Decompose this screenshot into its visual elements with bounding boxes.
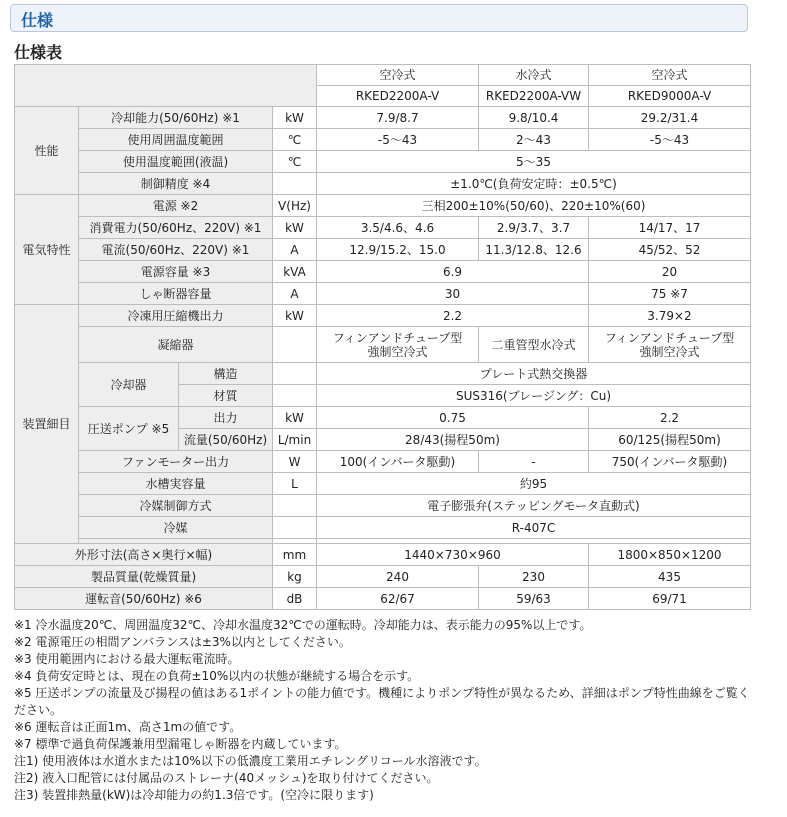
section-title: 仕様: [21, 11, 54, 30]
table-row: [15, 407, 751, 429]
value-cell: 6.9: [317, 261, 589, 283]
value-cell: 二重管型水冷式: [479, 327, 589, 363]
value-cell: [589, 327, 751, 363]
value-cell: 2.9/3.7、3.7: [479, 217, 589, 239]
row-label: 電源容量 ※3: [79, 261, 273, 283]
table-row: [15, 129, 751, 151]
unit-cell: W: [273, 451, 317, 473]
row-label: 冷凍用圧縮機出力: [79, 305, 273, 327]
value-cell: 750(インバータ駆動): [589, 451, 751, 473]
table-row: [15, 495, 751, 517]
table-row: [15, 151, 751, 173]
row-label: 冷媒制御方式: [79, 495, 273, 517]
note-item: 注1) 使用液体は水道水または10%以下の低濃度工業用エチレングリコール水溶液です。: [14, 754, 487, 768]
value-cell: 0.75: [317, 407, 589, 429]
value-cell: 435: [589, 566, 751, 588]
sub-label: 流量(50/60Hz): [179, 429, 273, 451]
table-row: [15, 107, 751, 129]
table-row: [15, 544, 751, 566]
value-cell: 1800×850×1200: [589, 544, 751, 566]
table-row: [15, 363, 751, 385]
row-label: 制御精度 ※4: [79, 173, 273, 195]
unit-cell: [273, 327, 317, 363]
condenser-line: フィンアンドチューブ型: [332, 330, 463, 345]
sub-label: 出力: [179, 407, 273, 429]
table-row: [15, 473, 751, 495]
value-cell: 14/17、17: [589, 217, 751, 239]
type-header: 水冷式: [479, 65, 589, 86]
value-cell: -: [479, 451, 589, 473]
note-item: ※1 冷水温度20℃、周囲温度32℃、冷却水温度32℃での運転時。冷却能力は、表示能力の95%以上です。: [14, 618, 592, 632]
value-cell: -5～43: [317, 129, 479, 151]
unit-cell: kW: [273, 407, 317, 429]
row-label: 電源 ※2: [79, 195, 273, 217]
row-label: 凝縮器: [79, 327, 273, 363]
model-header: RKED2200A-V: [317, 86, 479, 107]
value-cell: 29.2/31.4: [589, 107, 751, 129]
row-label: 運転音(50/60Hz) ※6: [15, 588, 273, 610]
model-header: RKED2200A-VW: [479, 86, 589, 107]
section-header: [10, 4, 748, 32]
unit-cell: mm: [273, 544, 317, 566]
unit-cell: kW: [273, 107, 317, 129]
note-item: 注3) 装置排熱量(kW)は冷却能力の約1.3倍です。(空冷に限ります): [14, 788, 374, 802]
notes: [14, 617, 750, 804]
table-row: [15, 305, 751, 327]
unit-cell: A: [273, 239, 317, 261]
note-item: ※2 電源電圧の相間アンバランスは±3%以内としてください。: [14, 635, 351, 649]
value-cell: 12.9/15.2、15.0: [317, 239, 479, 261]
value-cell: 5～35: [317, 151, 751, 173]
row-label: 冷却能力(50/60Hz) ※1: [79, 107, 273, 129]
value-cell: 30: [317, 283, 589, 305]
unit-cell: L/min: [273, 429, 317, 451]
condenser-line: 強制空冷式: [367, 344, 428, 359]
value-cell: 69/71: [589, 588, 751, 610]
unit-cell: kVA: [273, 261, 317, 283]
value-cell: 電子膨張弁(ステッピングモータ直動式): [317, 495, 751, 517]
unit-cell: ℃: [273, 129, 317, 151]
row-label: ファンモーター出力: [79, 451, 273, 473]
value-cell: 3.5/4.6、4.6: [317, 217, 479, 239]
value-cell: 3.79×2: [589, 305, 751, 327]
unit-cell: ℃: [273, 151, 317, 173]
value-cell: 約95: [317, 473, 751, 495]
condenser-line: 強制空冷式: [639, 344, 700, 359]
value-cell: 9.8/10.4: [479, 107, 589, 129]
value-cell: 240: [317, 566, 479, 588]
value-cell: 62/67: [317, 588, 479, 610]
unit-cell: dB: [273, 588, 317, 610]
row-label: 外形寸法(高さ×奥行×幅): [15, 544, 273, 566]
note-item: ※3 使用範囲内における最大運転電流時。: [14, 652, 240, 666]
table-row: [15, 451, 751, 473]
value-cell: 2.2: [317, 305, 589, 327]
unit-cell: kg: [273, 566, 317, 588]
value-cell: [317, 327, 479, 363]
value-cell: -5～43: [589, 129, 751, 151]
value-cell: 45/52、52: [589, 239, 751, 261]
table-row: [15, 261, 751, 283]
spec-table-title: 仕様表: [14, 43, 63, 62]
row-label: 水槽実容量: [79, 473, 273, 495]
value-cell: 60/125(揚程50m): [589, 429, 751, 451]
table-row: [15, 65, 751, 86]
note-item: ※4 負荷安定時とは、現在の負荷±10%以内の状態が継続する場合を示す。: [14, 669, 420, 683]
unit-cell: A: [273, 283, 317, 305]
unit-cell: V(Hz): [273, 195, 317, 217]
condenser-line: フィンアンドチューブ型: [604, 330, 735, 345]
unit-cell: [273, 363, 317, 385]
note-item: ※5 圧送ポンプの流量及び揚程の値はある1ポイントの能力値です。機種によりポンプ特性が異なるため、詳細はポンプ特性曲線をご覧ください。: [14, 686, 750, 717]
table-row: [15, 239, 751, 261]
value-cell: 7.9/8.7: [317, 107, 479, 129]
unit-cell: L: [273, 473, 317, 495]
row-label: 製品質量(乾燥質量): [15, 566, 273, 588]
group-label-device: 装置細目: [15, 305, 79, 544]
note-item: ※7 標準で過負荷保護兼用型漏電しゃ断器を内蔵しています。: [14, 737, 347, 751]
value-cell: 1440×730×960: [317, 544, 589, 566]
row-label: しゃ断器容量: [79, 283, 273, 305]
group-label-performance: 性能: [15, 107, 79, 195]
unit-cell: [273, 517, 317, 539]
sub-label: 材質: [179, 385, 273, 407]
row-label: 電流(50/60Hz、220V) ※1: [79, 239, 273, 261]
header-blank-cell: [15, 65, 317, 107]
note-item: ※6 運転音は正面1m、高さ1mの値です。: [14, 720, 242, 734]
unit-cell: kW: [273, 217, 317, 239]
table-row: [15, 283, 751, 305]
table-row: [15, 566, 751, 588]
row-label: 使用温度範囲(液温): [79, 151, 273, 173]
value-cell: 2～43: [479, 129, 589, 151]
note-item: 注2) 液入口配管には付属品のストレーナ(40メッシュ)を取り付けてください。: [14, 771, 439, 785]
value-cell: 100(インバータ駆動): [317, 451, 479, 473]
unit-cell: [273, 495, 317, 517]
spec-table: [14, 64, 751, 610]
model-header: RKED9000A-V: [589, 86, 751, 107]
table-row: [15, 588, 751, 610]
value-cell: 三相200±10%(50/60)、220±10%(60): [317, 195, 751, 217]
table-row: [15, 195, 751, 217]
value-cell: 230: [479, 566, 589, 588]
row-label: 消費電力(50/60Hz、220V) ※1: [79, 217, 273, 239]
unit-cell: kW: [273, 305, 317, 327]
value-cell: プレート式熱交換器: [317, 363, 751, 385]
row-label-pump: 圧送ポンプ ※5: [79, 407, 179, 451]
value-cell: 2.2: [589, 407, 751, 429]
unit-cell: [273, 385, 317, 407]
table-row: [15, 327, 751, 363]
value-cell: ±1.0℃(負荷安定時：±0.5℃): [317, 173, 751, 195]
value-cell: 11.3/12.8、12.6: [479, 239, 589, 261]
row-label: 冷媒: [79, 517, 273, 539]
value-cell: 59/63: [479, 588, 589, 610]
value-cell: R-407C: [317, 517, 751, 539]
value-cell: 75 ※7: [589, 283, 751, 305]
value-cell: 28/43(揚程50m): [317, 429, 589, 451]
type-header: 空冷式: [317, 65, 479, 86]
table-row: [15, 173, 751, 195]
row-label: 使用周囲温度範囲: [79, 129, 273, 151]
row-label-cooler: 冷却器: [79, 363, 179, 407]
unit-cell: [273, 173, 317, 195]
value-cell: 20: [589, 261, 751, 283]
type-header: 空冷式: [589, 65, 751, 86]
sub-label: 構造: [179, 363, 273, 385]
table-row: [15, 217, 751, 239]
group-label-electrical: 電気特性: [15, 195, 79, 305]
table-row: [15, 517, 751, 539]
value-cell: SUS316(ブレージング：Cu): [317, 385, 751, 407]
